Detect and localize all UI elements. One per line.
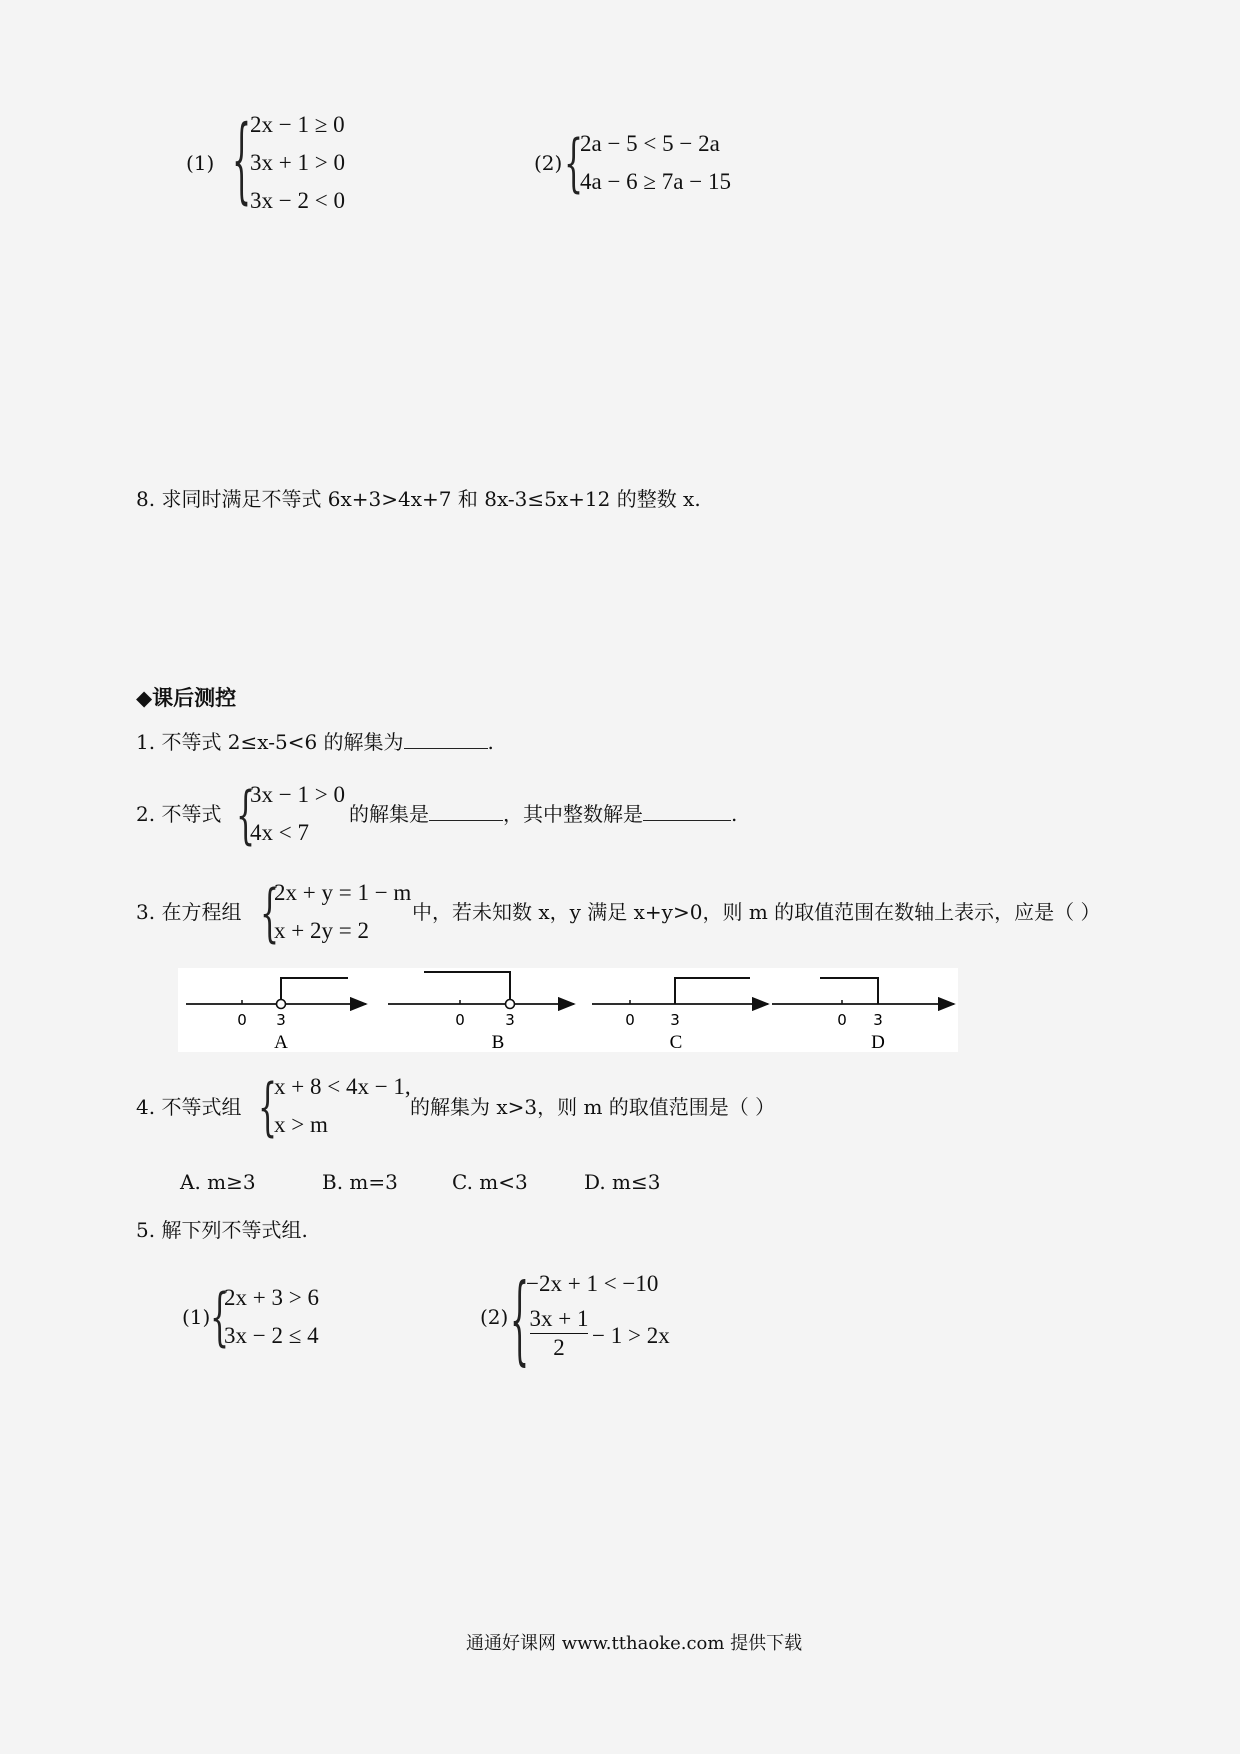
number-lines-svg: [178, 968, 958, 1052]
q5-sub1-brace: {: [210, 1282, 230, 1356]
q5-title: 5. 解下列不等式组.: [136, 1218, 308, 1242]
q1-suffix: .: [487, 730, 494, 754]
q1-prefix: 1. 不等式 2≤x-5<6 的解集为: [136, 730, 404, 754]
p7-sub1-line1: 2x − 1 ≥ 0: [250, 112, 345, 137]
q3-brace: {: [260, 878, 280, 952]
q5-sub2-brace: {: [510, 1266, 530, 1378]
option-c-number-line[interactable]: [592, 978, 768, 1052]
q2-suffix: .: [731, 802, 738, 826]
p7-sub2-line1: 2a − 5 < 5 − 2a: [580, 131, 720, 156]
q3-prefix: 3. 在方程组: [136, 900, 242, 924]
q2-prefix: 2. 不等式: [136, 802, 222, 826]
section-title: ◆课后测控: [136, 686, 237, 710]
option-d-label: D: [871, 1032, 885, 1052]
q5-sub2-frac-rest: − 1 > 2x: [592, 1323, 670, 1348]
q2-rest: [349, 802, 737, 826]
option-a-three: 3: [276, 1011, 286, 1029]
p7-sub1-line2: 3x + 1 > 0: [250, 150, 345, 175]
q3-line2: x + 2y = 2: [274, 918, 369, 943]
p7-sub1-label: (1): [186, 151, 215, 175]
q3-suffix: 中，若未知数 x，y 满足 x+y>0，则 m 的取值范围在数轴上表示，应是（ ）: [412, 900, 1101, 924]
option-a-zero: 0: [237, 1011, 247, 1029]
option-a-number-line[interactable]: [186, 978, 366, 1052]
p7-sub1-brace: {: [232, 108, 252, 217]
option-b-zero: 0: [455, 1011, 465, 1029]
q2-solution-blank[interactable]: [429, 802, 503, 821]
q4-choice-c[interactable]: C. m<3: [452, 1170, 528, 1194]
q2-mid: 的解集是: [349, 802, 429, 826]
option-c-label: C: [669, 1032, 683, 1052]
q2-line2: 4x < 7: [250, 820, 309, 845]
q4-choice-d[interactable]: D. m≤3: [584, 1170, 661, 1194]
q2-line1: 3x − 1 > 0: [250, 782, 345, 807]
p7-sub2-line2: 4a − 6 ≥ 7a − 15: [580, 169, 731, 194]
option-b-number-line[interactable]: [388, 972, 574, 1052]
q2-brace: {: [236, 780, 256, 854]
p7-sub2-label: (2): [534, 151, 563, 175]
q5-sub1-label: (1): [182, 1305, 211, 1329]
q2-mid2: ，其中整数解是: [503, 802, 643, 826]
q5-sub1-line1: 2x + 3 > 6: [224, 1285, 319, 1310]
q5-sub2-label: (2): [480, 1305, 509, 1329]
p7-sub1-line3: 3x − 2 < 0: [250, 188, 345, 213]
q5-sub2-line1: −2x + 1 < −10: [526, 1271, 659, 1296]
q4-prefix: 4. 不等式组: [136, 1095, 242, 1119]
q5-sub1-line2: 3x − 2 ≤ 4: [224, 1323, 319, 1348]
option-d-three: 3: [873, 1011, 883, 1029]
q5-sub2-numerator: 3x + 1: [529, 1306, 589, 1331]
option-d-zero: 0: [837, 1011, 847, 1029]
q4-brace: {: [258, 1072, 278, 1146]
option-c-zero: 0: [625, 1011, 635, 1029]
q4-choice-a[interactable]: A. m≥3: [180, 1170, 256, 1194]
q4-suffix: 的解集为 x>3，则 m 的取值范围是（ ）: [410, 1095, 776, 1119]
q3-number-lines: [178, 968, 958, 1052]
q4-choice-b[interactable]: B. m=3: [322, 1170, 398, 1194]
option-a-label: A: [274, 1032, 288, 1052]
q4-line2: x > m: [274, 1112, 328, 1137]
p7-sub2-brace: {: [564, 128, 584, 202]
option-b-three: 3: [505, 1011, 515, 1029]
q3-line1: 2x + y = 1 − m: [274, 880, 412, 905]
option-b-label: B: [491, 1032, 505, 1052]
q1-answer-blank[interactable]: [404, 730, 488, 749]
q5-sub2-fraction: [526, 1305, 592, 1362]
problem-8: 8. 求同时满足不等式 6x+3>4x+7 和 8x-3≤5x+12 的整数 x.: [136, 487, 701, 511]
q4-line1: x + 8 < 4x − 1,: [274, 1074, 411, 1099]
q1: [136, 730, 494, 754]
option-c-three: 3: [670, 1011, 680, 1029]
option-d-number-line[interactable]: [772, 978, 954, 1052]
q2-integer-blank[interactable]: [643, 802, 731, 821]
footer-text: 通通好课网 www.tthaoke.com 提供下载: [466, 1633, 803, 1654]
q5-sub2-denominator: 2: [553, 1335, 565, 1360]
